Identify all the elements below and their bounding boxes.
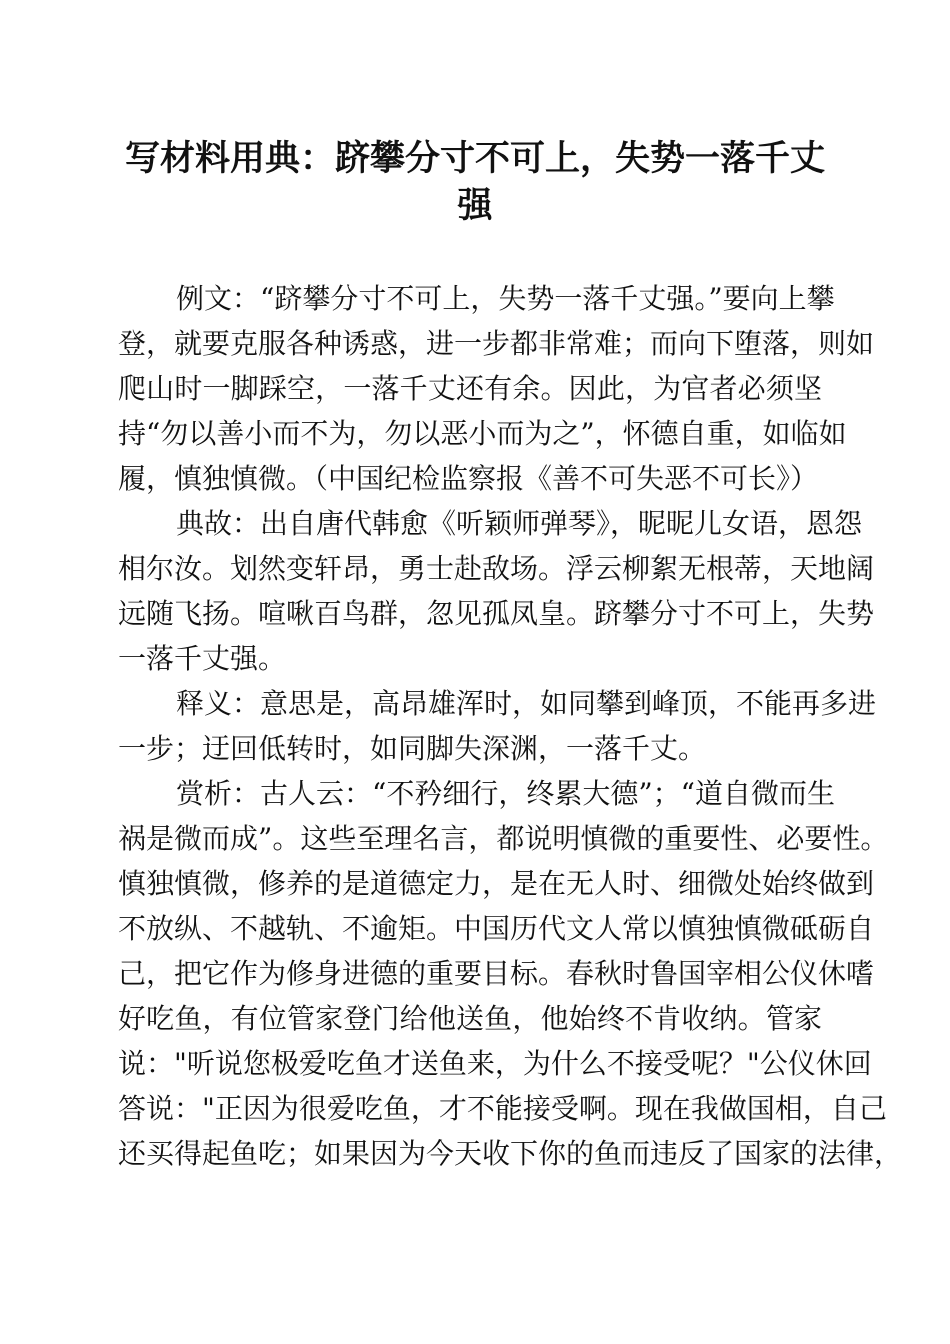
page-title (100, 135, 850, 229)
paragraph (118, 681, 877, 771)
text-line: 远随飞扬。喧啾百鸟群，忽见孤凤皇。跻攀分寸不可上，失势 (118, 597, 875, 630)
text-line: 祸是微而成”。这些至理名言，都说明慎微的重要性、必要性。 (118, 822, 889, 855)
text-line: 慎独慎微，修养的是道德定力，是在无人时、细微处始终做到 (118, 867, 875, 900)
text-line: 答说："正因为很爱吃鱼，才不能接受啊。现在我做国相，自己 (118, 1092, 887, 1125)
paragraph (118, 771, 903, 1176)
paragraph (118, 501, 875, 681)
document-body (118, 276, 903, 1176)
paragraph (118, 276, 875, 501)
text-line: 持“勿以善小而不为，勿以恶小而为之”，怀德自重，如临如 (118, 417, 847, 450)
text-line: 己，把它作为修身进德的重要目标。春秋时鲁国宰相公仪休嗜 (118, 957, 875, 990)
text-line: 登，就要克服各种诱惑，进一步都非常难；而向下堕落，则如 (118, 327, 875, 360)
text-line: 不放纵、不越轨、不逾矩。中国历代文人常以慎独慎微砥砺自 (118, 912, 875, 945)
title-line: 写材料用典：跻攀分寸不可上，失势一落千丈 (124, 138, 825, 179)
text-line: 相尔汝。划然变轩昂，勇士赴敌场。浮云柳絮无根蒂，天地阔 (118, 552, 875, 585)
text-line: 释义：意思是，高昂雄浑时，如同攀到峰顶，不能再多进 (176, 687, 877, 720)
text-line: 说："听说您极爱吃鱼才送鱼来，为什么不接受呢？"公仪休回 (118, 1047, 872, 1080)
text-line: 例文：“跻攀分寸不可上，失势一落千丈强。”要向上攀 (176, 282, 835, 315)
title-line: 强 (457, 185, 493, 226)
text-line: 好吃鱼，有位管家登门给他送鱼，他始终不肯收纳。管家 (118, 1002, 822, 1035)
text-line: 还买得起鱼吃；如果因为今天收下你的鱼而违反了国家的法律， (118, 1137, 903, 1170)
text-line: 爬山时一脚踩空，一落千丈还有余。因此，为官者必须坚 (118, 372, 822, 405)
text-line: 赏析：古人云：“不矜细行，终累大德”；“道自微而生 (176, 777, 835, 810)
text-line: 履，慎独慎微。（中国纪检监察报《善不可失恶不可长》） (118, 462, 819, 495)
text-line: 一步；迂回低转时，如同脚失深渊，一落千丈。 (118, 732, 707, 765)
text-line: 一落千丈强。 (118, 642, 287, 675)
text-line: 典故：出自唐代韩愈《听颖师弹琴》，昵昵儿女语，恩怨 (176, 507, 863, 540)
